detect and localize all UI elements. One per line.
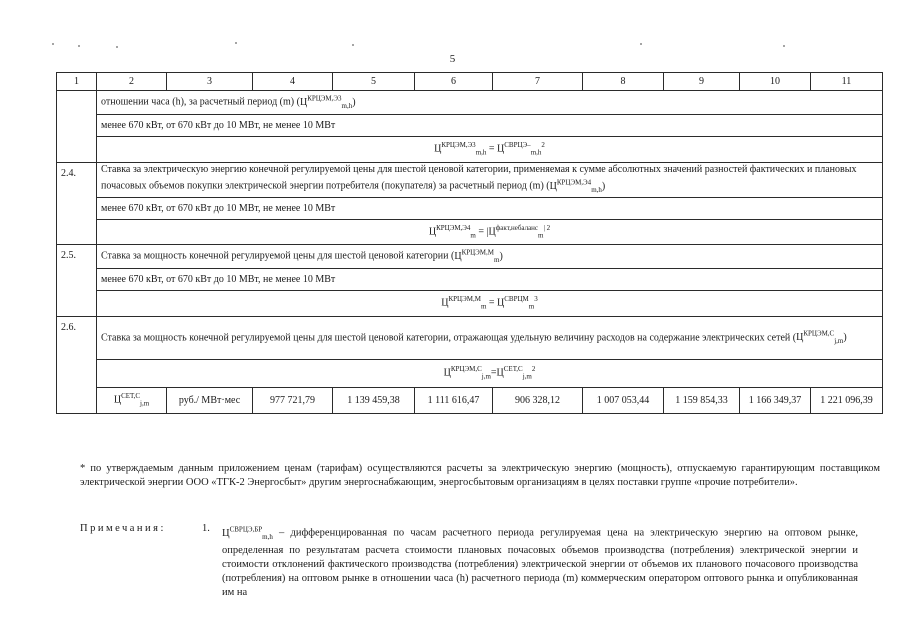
table-row — [57, 137, 883, 163]
scan-artifact — [640, 43, 642, 45]
value-cell: 1 166 349,37 — [740, 388, 811, 414]
value-cell: 1 007 053,44 — [583, 388, 664, 414]
scan-artifact — [52, 43, 54, 45]
table-row — [57, 269, 883, 291]
tariff-table — [56, 72, 883, 414]
note-text: $Ц^{СВРЦЭ,БР}_{m,h}$ – дифференцированная по часам расчетного периода регулируемая цена на электрическую энергию на оптовом рынке, определенная по результатам расчета стоимости плановых почасовых объемов производства (потребления) электрической энергии и стоимости отклонений фактического производства (потребления) электрической энергии от объемов их планового почасового производства (потребления) на оптовом рынке в отношении часа (h) расчетного периода (m) коммерческим оператором оптового рынка и опубликованная им на — [222, 525, 858, 598]
value-cell: 1 139 459,38 — [333, 388, 415, 414]
row-number: 2.5. — [57, 245, 97, 317]
row-number: 2.6. — [57, 317, 97, 414]
row-description: отношении часа (h), за расчетный период (m) $(Ц^{КРЦЭМ,Э3}_{m,h})$ — [97, 91, 883, 115]
value-cell: 1 111 616,47 — [415, 388, 493, 414]
price-symbol: $Ц^{КРЦЭМ,М}_m$) — [454, 248, 503, 264]
scan-artifact — [235, 42, 237, 44]
scan-artifact — [116, 46, 118, 48]
value-cell: 906 328,12 — [493, 388, 583, 414]
value-cell: 1 159 854,33 — [664, 388, 740, 414]
table-row — [57, 198, 883, 220]
value-symbol: $Ц^{СЕТ,С}_{j,m}$ — [97, 388, 167, 414]
capacity-range: менее 670 кВт, от 670 кВт до 10 МВт, не менее 10 МВт — [97, 269, 883, 291]
col-header: 8 — [583, 73, 664, 91]
table-row — [57, 245, 883, 269]
table-row — [57, 317, 883, 360]
notes-label: Примечания: — [80, 523, 166, 534]
table-row — [57, 91, 883, 115]
footnote: * по утверждаемым данным приложением ценам (тарифам) осуществляются расчеты за электрическую энергию (мощность), отпускаемую гарантирующим поставщиком электрической энергии ООО «ТГК-2 Энергосбыт» другим энергоснабжающим, энергосбытовым организациям в целях поставки группе «прочие потребители». — [80, 463, 880, 488]
row-description: Ставка за мощность конечной регулируемой цены для шестой ценовой категории, отражающая удельную величину расходов на содержание электрических сетей $(Ц^{КРЦЭМ,С}_{j,m})$ — [97, 317, 883, 360]
price-symbol: $Ц^{КРЦЭМ,Э4}_{m,h}$) — [549, 178, 606, 194]
price-symbol: $Ц^{КРЦЭМ,Э3}_{m,h}$) — [299, 94, 356, 110]
price-symbol: $Ц^{СВРЦЭ,БР}_{m,h}$ — [222, 525, 273, 541]
price-symbol: $Ц^{КРЦЭМ,С}_{j,m}$) — [796, 329, 847, 346]
table-row — [57, 115, 883, 137]
scan-artifact — [352, 44, 354, 46]
col-header: 7 — [493, 73, 583, 91]
table-header-row — [57, 73, 883, 91]
col-header: 6 — [415, 73, 493, 91]
page-number: 5 — [449, 53, 456, 65]
row-description: Ставка за электрическую энергию конечной регулируемой цены для шестой ценовой категории, применяемая к сумме абсолютных значений разностей фактических и плановых почасовых объемов покупки электрической энергии потребителя (покупателя) за расчетный период (m) $(Ц^{КРЦЭМ,Э4}_{m,h})$ — [97, 163, 883, 198]
capacity-range: менее 670 кВт, от 670 кВт до 10 МВт, не менее 10 МВт — [97, 115, 883, 137]
value-cell: 977 721,79 — [253, 388, 333, 414]
col-header: 1 — [57, 73, 97, 91]
scan-artifact — [783, 45, 785, 47]
col-header: 11 — [811, 73, 883, 91]
table-row — [57, 360, 883, 388]
formula: $Ц^{КРЦЭМ,Э3}_{m,h} = Ц^{СВРЦЭ-}_{m,h}^2$ — [97, 137, 883, 163]
col-header: 10 — [740, 73, 811, 91]
formula: $Ц^{КРЦЭМ,М}_m = Ц^{СВРЦМ}_m^3$ — [97, 291, 883, 317]
row-number: 2.4. — [57, 163, 97, 245]
value-unit: руб./ МВт·мес — [167, 388, 253, 414]
row-number-empty — [57, 91, 97, 163]
col-header: 3 — [167, 73, 253, 91]
formula: $Ц^{КРЦЭМ,Э4}_m = |Ц^{факт,небаланс}_m^{| 2}$ — [97, 220, 883, 245]
table-row — [57, 163, 883, 198]
col-header: 5 — [333, 73, 415, 91]
scan-artifact — [78, 45, 80, 47]
col-header: 4 — [253, 73, 333, 91]
row-description: Ставка за мощность конечной регулируемой цены для шестой ценовой категории $(Ц^{КРЦЭМ,М}_m)$ — [97, 245, 883, 269]
table-row — [57, 291, 883, 317]
col-header: 9 — [664, 73, 740, 91]
table-row — [57, 220, 883, 245]
formula: $Ц^{КРЦЭМ,С}_{j,m}=Ц^{СЕТ,С}_{j,m}^2$ — [97, 360, 883, 388]
value-row — [57, 388, 883, 414]
value-cell: 1 221 096,39 — [811, 388, 883, 414]
col-header: 2 — [97, 73, 167, 91]
note-number: 1. — [202, 523, 210, 534]
capacity-range: менее 670 кВт, от 670 кВт до 10 МВт, не менее 10 МВт — [97, 198, 883, 220]
